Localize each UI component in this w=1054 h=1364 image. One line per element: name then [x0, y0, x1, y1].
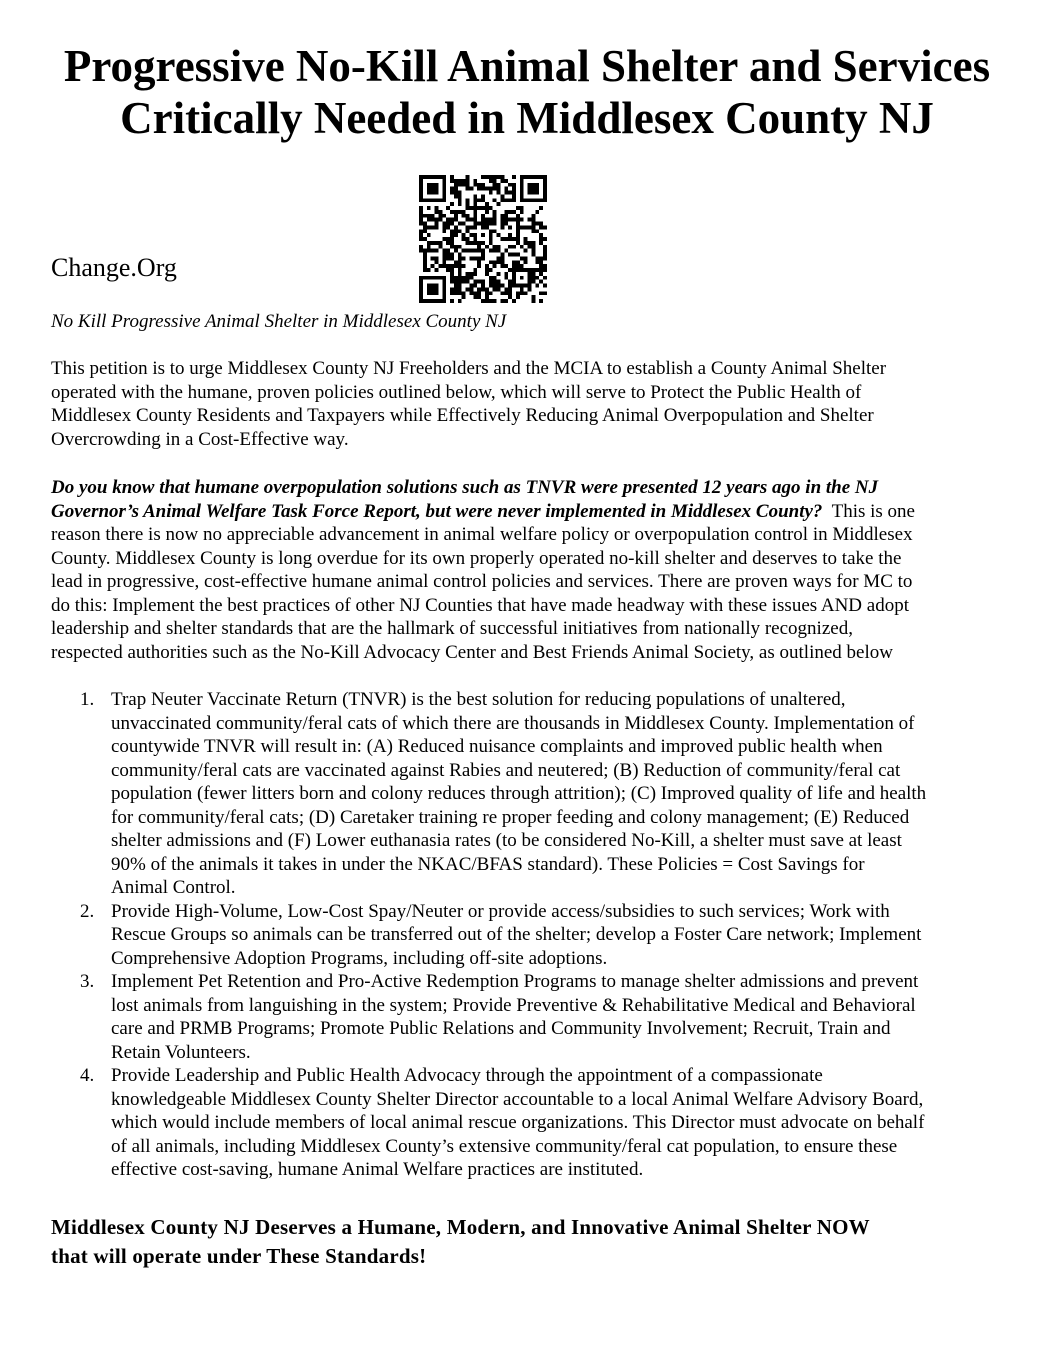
- list-line: lost animals from languishing in the system; Provide Preventive & Rehabilitative Medical and Behavioral: [111, 994, 916, 1016]
- closing-line-2: that will operate under These Standards!: [51, 1244, 427, 1268]
- list-number: 3.: [80, 971, 95, 992]
- intro-line: Overcrowding in a Cost-Effective way.: [51, 428, 349, 450]
- list-item: [0, 900, 1054, 971]
- list-line: population (fewer litters born and colony reduces through attrition); (C) Improved quality of life and health: [111, 783, 927, 804]
- list-line: community/feral cats are vaccinated against Rabies and neutered; (B) Reduction of community/feral cat: [111, 759, 901, 781]
- list-line: Retain Volunteers.: [111, 1041, 251, 1063]
- site-name: Change.Org: [51, 253, 177, 282]
- list-item: [0, 1064, 1054, 1182]
- numbered-list: [0, 688, 1054, 1182]
- intro-line: This petition is to urge Middlesex County NJ Freeholders and the MCIA to establish a County Animal Shelter: [51, 358, 887, 379]
- list-line: shelter admissions and (F) Lower euthanasia rates (to be considered No-Kill, a shelter must save at least: [111, 830, 902, 851]
- closing-statement: [51, 1213, 870, 1271]
- qr-code-icon[interactable]: [419, 175, 547, 303]
- question-paragraph: [51, 476, 1011, 664]
- intro-line: Middlesex County Residents and Taxpayers while Effectively Reducing Animal Overpopulation and Shelter: [51, 405, 874, 426]
- paragraph-line: County. Middlesex County is long overdue for its own properly operated no-kill shelter and deserves to take the: [51, 547, 902, 569]
- intro-paragraph: [51, 357, 1011, 451]
- list-line: of all animals, including Middlesex County’s extensive community/feral cat population, to ensure these: [111, 1135, 898, 1157]
- list-item: [0, 970, 1054, 1064]
- page-title: [0, 40, 1054, 144]
- intro-line: operated with the humane, proven policies outlined below, which will serve to Protect the Public Health of: [51, 381, 862, 403]
- list-line: Provide High-Volume, Low-Cost Spay/Neuter or provide access/subsidies to such services; Work with: [111, 900, 890, 922]
- closing-line-1: Middlesex County NJ Deserves a Humane, Modern, and Innovative Animal Shelter NOW: [51, 1215, 870, 1239]
- list-line: Rescue Groups so animals can be transferred out of the shelter; develop a Foster Care network; Implement: [111, 924, 922, 945]
- question-line: [51, 500, 1011, 524]
- title-line-1: Progressive No-Kill Animal Shelter and Services: [63, 41, 991, 91]
- petition-subtitle: No Kill Progressive Animal Shelter in Middlesex County NJ: [51, 311, 507, 332]
- paragraph-line: lead in progressive, cost-effective humane animal control policies and services. There are proven ways for MC to: [51, 571, 913, 592]
- question-bold-text: Governor’s Animal Welfare Task Force Report, but were never implemented in Middlesex County?: [51, 500, 823, 522]
- paragraph-line: leadership and shelter standards that are the hallmark of successful initiatives from nationally recognized,: [51, 618, 853, 639]
- list-number: 2.: [80, 900, 95, 922]
- paragraph-line: do this: Implement the best practices of other NJ Counties that have made headway with these issues AND adopt: [51, 594, 909, 616]
- list-line: Provide Leadership and Public Health Advocacy through the appointment of a compassionate: [111, 1065, 823, 1086]
- list-line: Trap Neuter Vaccinate Return (TNVR) is the best solution for reducing populations of unaltered,: [111, 689, 846, 710]
- list-line: Comprehensive Adoption Programs, including off-site adoptions.: [111, 947, 608, 969]
- paragraph-line: reason there is now no appreciable advancement in animal welfare policy or overpopulation control in Middlesex: [51, 524, 913, 545]
- list-line: care and PRMB Programs; Promote Public Relations and Community Involvement; Recruit, Train and: [111, 1018, 891, 1039]
- list-line: 90% of the animals it takes in under the NKAC/BFAS standard). These Policies = Cost Savings for: [111, 853, 865, 875]
- list-line: unvaccinated community/feral cats of which there are thousands in Middlesex County. Implementation of: [111, 712, 915, 734]
- list-line: knowledgeable Middlesex County Shelter Director accountable to a local Animal Welfare Advisory Board,: [111, 1088, 924, 1110]
- list-line: Implement Pet Retention and Pro-Active Redemption Programs to manage shelter admissions and prevent: [111, 971, 919, 992]
- list-number: 1.: [80, 689, 95, 710]
- list-line: countywide TNVR will result in: (A) Reduced nuisance complaints and improved public health when: [111, 736, 883, 757]
- list-number: 4.: [80, 1065, 95, 1086]
- paragraph-line: respected authorities such as the No-Kill Advocacy Center and Best Friends Animal Society, as outlined below: [51, 641, 893, 663]
- list-line: effective cost-saving, humane Animal Welfare practices are instituted.: [111, 1159, 644, 1180]
- list-item: [0, 688, 1054, 900]
- list-line: Animal Control.: [111, 877, 236, 898]
- question-text: This is one: [822, 500, 915, 522]
- question-line: Do you know that humane overpopulation solutions such as TNVR were presented 12 years ago in the NJ: [51, 477, 879, 498]
- list-line: for community/feral cats; (D) Caretaker training re proper feeding and colony management; (E) Reduced: [111, 806, 910, 828]
- title-line-2: Critically Needed in Middlesex County NJ: [120, 93, 934, 143]
- list-line: which would include members of local animal rescue organizations. This Director must advocate on behalf: [111, 1112, 925, 1133]
